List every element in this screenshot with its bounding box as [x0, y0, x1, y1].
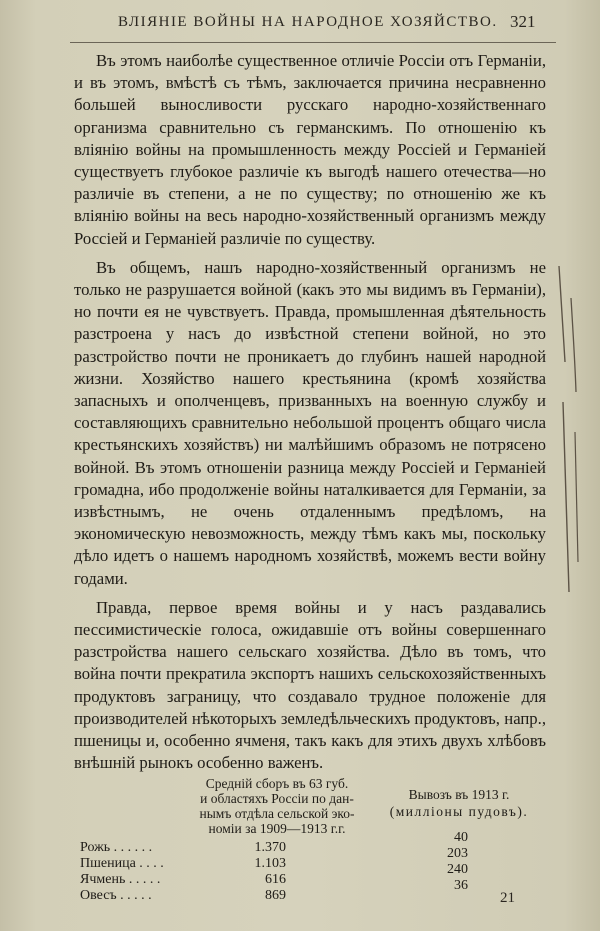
table-row-label: Пшеница . . . .: [80, 856, 164, 871]
harvest-column-header: Средній сборъ въ 63 губ. и областяхъ Россіи по дан- нымъ отдѣла сельской эко- номіи за 1909—1913 г.г.: [199, 776, 355, 836]
paragraph: Правда, первое время войны и у насъ раздавались пессимистическіе голоса, ожидавшіе отъ войны совершеннаго разстройства нашего сельскаго хозяйства. Дѣло въ томъ, что война почти прекратила экспортъ нашихъ сельскохозяйственныхъ продуктовъ заграницу, что создавало трудное положеніе для производителей нѣкоторыхъ земледѣльческихъ продуктовъ, напр., пшеницы и, особенно ячменя, такъ какъ для этихъ двухъ хлѣбовъ внѣшній рынокъ особенно важенъ.: [74, 597, 546, 773]
page-number: 321: [510, 12, 536, 31]
paragraph: Въ этомъ наиболѣе существенное отличіе Россіи отъ Германіи, и въ этомъ, вмѣстѣ съ тѣмъ, заключается причина несравненно большей выносливости русскаго народно-хозяйственнаго организма сравнительно съ германскимъ. По отношенію къ вліянію войны на промышленность между Россіей и Германіей существуетъ глубокое различіе къ выгодѣ нашего отечества—но различіе въ степени, а не по существу; по отношенію же къ вліянію войны на весь народно-хозяйственный организмъ между Россіей и Германіей различіе по существу.: [74, 51, 546, 248]
export-value: 40: [454, 830, 468, 845]
table-row-label: Рожь . . . . . .: [80, 840, 153, 855]
page-header: [0, 10, 600, 38]
body-text: [74, 50, 546, 782]
header-rule: [70, 42, 556, 43]
harvest-value: 1.103: [254, 856, 286, 871]
signature-mark: 21: [500, 890, 515, 906]
harvest-value: 869: [265, 888, 286, 903]
export-column-header: Вывозъ въ 1913 г. (милліоны пудовъ).: [389, 787, 529, 819]
harvest-value: 616: [265, 872, 286, 887]
export-value: 240: [447, 862, 468, 877]
grain-table: [80, 770, 560, 920]
running-head: ВЛІЯНІЕ ВОЙНЫ НА НАРОДНОЕ ХОЗЯЙСТВО.: [118, 14, 498, 30]
export-value: 203: [447, 846, 468, 861]
table-row-label: Овесъ . . . . .: [80, 888, 152, 903]
harvest-value: 1.370: [254, 840, 286, 855]
export-value: 36: [454, 878, 468, 893]
table-row-label: Ячмень . . . . .: [80, 872, 161, 887]
pencil-margin-marks: [545, 262, 595, 602]
paragraph: Въ общемъ, нашъ народно-хозяйственный организмъ не только не разрушается войной (какъ это мы видимъ въ Германіи), но почти ея не чувствуетъ. Правда, промышленная дѣятельность разстроена у насъ до извѣстной степени войной, но это разстройство почти не проникаетъ до глубинъ нашей народной жизни. Хозяйство нашего крестьянина (кромѣ хозяйства запасныхъ и ополченцевъ, призванныхъ на военную службу и составляющихъ сравнительно небольшой процентъ общаго числа крестьянскихъ хозяйствъ) ни малѣйшимъ образомъ не потрясено войной. Въ этомъ отношеніи разница между Россіей и Германіей громадна, ибо продолженіе войны наталкивается для Германіи, за извѣстнымъ, не очень отдаленнымъ предѣломъ, на экономическую невозможность, между тѣмъ какъ мы, поскольку дѣло идетъ о нашемъ народномъ хозяйствѣ, можемъ вести войну годами.: [74, 257, 546, 588]
